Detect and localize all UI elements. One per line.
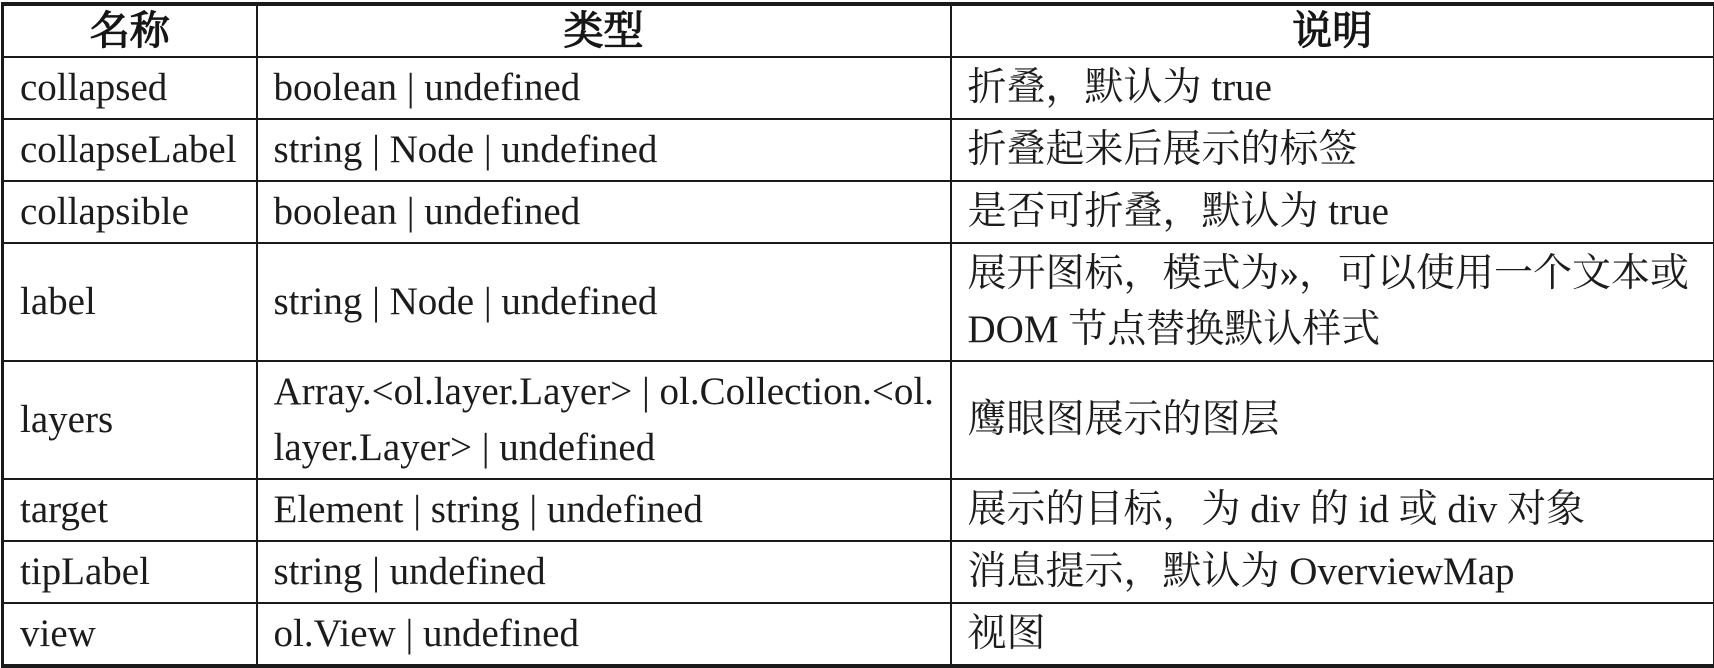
option-name-cell: collapsible [3,181,257,243]
option-name-cell: collapseLabel [3,119,257,181]
table-header-row [3,4,1714,57]
option-description-cell: 展示的目标，为 div 的 id 或 div 对象 [951,479,1714,541]
option-type-cell: Array.<ol.layer.Layer> | ol.Collection.<ol.layer.Layer> | undefined [257,361,951,479]
table-row [3,119,1714,181]
option-name-cell: tipLabel [3,541,257,603]
column-header-name: 名称 [3,4,257,57]
table-body [3,57,1714,666]
column-header-description: 说明 [951,4,1714,57]
option-name-cell: view [3,603,257,666]
option-type-cell: boolean | undefined [257,57,951,119]
table-row [3,361,1714,479]
option-name-cell: collapsed [3,57,257,119]
option-type-cell: string | undefined [257,541,951,603]
option-description-cell: 视图 [951,603,1714,666]
option-name-cell: target [3,479,257,541]
option-description-cell: 是否可折叠，默认为 true [951,181,1714,243]
option-type-cell: Element | string | undefined [257,479,951,541]
option-description-cell: 消息提示，默认为 OverviewMap [951,541,1714,603]
option-type-cell: string | Node | undefined [257,119,951,181]
option-name-cell: label [3,243,257,361]
option-description-cell: 鹰眼图展示的图层 [951,361,1714,479]
option-description-cell: 展开图标，模式为»，可以使用一个文本或 DOM 节点替换默认样式 [951,243,1714,361]
table-row [3,243,1714,361]
option-name-cell: layers [3,361,257,479]
table-row [3,181,1714,243]
option-type-cell: string | Node | undefined [257,243,951,361]
option-type-cell: boolean | undefined [257,181,951,243]
option-description-cell: 折叠起来后展示的标签 [951,119,1714,181]
option-type-cell: ol.View | undefined [257,603,951,666]
table-row [3,57,1714,119]
option-description-cell: 折叠，默认为 true [951,57,1714,119]
table-row [3,541,1714,603]
table-row [3,479,1714,541]
overviewmap-options-table [1,2,1714,668]
column-header-type: 类型 [257,4,951,57]
table-row [3,603,1714,666]
